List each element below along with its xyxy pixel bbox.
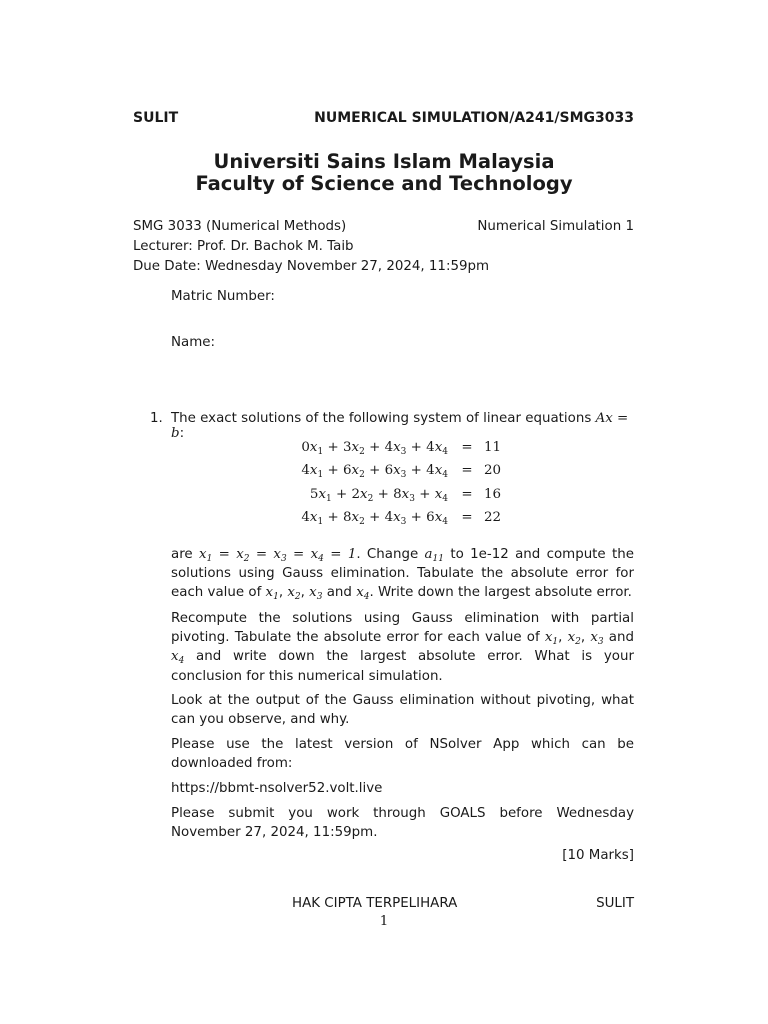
footer-copyright: HAK CIPTA TERPELIHARA xyxy=(292,896,458,911)
marks: [10 Marks] xyxy=(562,848,634,863)
equation-2-lhs: $4x_1 + 6x_2 + 6x_3 + 4x_4$ xyxy=(301,463,448,480)
equation-4-rhs: 22 xyxy=(484,510,502,525)
para1-coefficient: $a_{11}$ xyxy=(424,547,444,564)
paragraph-observation: Look at the output of the Gauss elimination without pivoting, what can you observe, and why. xyxy=(171,693,634,728)
intro-end: : xyxy=(179,426,185,441)
para1-text-a: are xyxy=(171,547,199,562)
intro-text: The exact solutions of the following system of linear equations xyxy=(171,411,596,426)
question-intro xyxy=(171,411,634,441)
paragraph-nsolver: Please use the latest version of NSolver App which can be downloaded from: xyxy=(171,737,634,772)
para1-text-c: . Change xyxy=(356,547,425,562)
header-classification: SULIT xyxy=(133,110,179,126)
equation-4-lhs: $4x_1 + 8x_2 + 4x_3 + 6x_4$ xyxy=(301,510,448,527)
para1-exact-solution: $x_1 = x_2 = x_3 = x_4 = 1$ xyxy=(199,547,357,564)
paragraph-submission: Please submit you work through GOALS before Wednesday November 27, 2024, 11:59pm. xyxy=(171,806,634,841)
para1-text-f: . Write down the largest absolute error. xyxy=(369,585,632,601)
lecturer: Lecturer: Prof. Dr. Bachok M. Taib xyxy=(133,239,354,254)
para2-text-b: and write down the largest absolute error. What is your conclusion for this numerical simulation. xyxy=(171,649,634,684)
matric-number-label: Matric Number: xyxy=(171,289,275,304)
para2-variables: $x_1$ xyxy=(544,630,559,648)
assignment-name: Numerical Simulation 1 xyxy=(477,219,634,234)
footer-classification: SULIT xyxy=(596,896,634,911)
equation-3-sign: = xyxy=(461,487,473,502)
para1-variables: $x_1$ xyxy=(265,585,279,603)
equation-2-rhs: 20 xyxy=(484,463,502,478)
nsolver-url[interactable]: https://bbmt-nsolver52.volt.live xyxy=(171,781,383,796)
equation-1-rhs: 11 xyxy=(484,440,502,455)
header-course-code: NUMERICAL SIMULATION/A241/SMG3033 xyxy=(314,110,634,126)
page-number: 1 xyxy=(379,914,389,929)
faculty-title: Faculty of Science and Technology xyxy=(195,172,573,195)
name-label: Name: xyxy=(171,335,216,350)
paragraph-gauss-elimination: are $x_1 = x_2 = x_3 = x_4 = 1$. Change $a_{11}$ to 1e-12 and compute the solutions using Gauss elimination. Tabulate the absolute error for each value of $x_1$, $x_2$, $x_3$ and $x_4$. Write down the largest absolute error. xyxy=(171,547,634,603)
due-date: Due Date: Wednesday November 27, 2024, 11:59pm xyxy=(133,259,490,274)
equation-3-rhs: 16 xyxy=(484,487,502,502)
course-name: SMG 3033 (Numerical Methods) xyxy=(133,219,347,234)
para1-text-e: to 1e-12 and compute the solutions using Gauss elimination. Tabulate the absolute error for each value of xyxy=(171,547,634,601)
equation-1-lhs: $0x_1 + 3x_2 + 4x_3 + 4x_4$ xyxy=(301,440,448,457)
question-number: 1. xyxy=(150,411,163,426)
university-title: Universiti Sains Islam Malaysia xyxy=(213,150,555,173)
paragraph-partial-pivoting: Recompute the solutions using Gauss elimination with partial pivoting. Tabulate the absolute error for each value of $x_1$, $x_2$, $x_3$ and $x_4$ and write down the largest absolute error. What is your conclusion for this numerical simulation. xyxy=(171,611,634,684)
equation-2-sign: = xyxy=(461,463,473,478)
equation-3-lhs: $5x_1 + 2x_2 + 8x_3 + x_4$ xyxy=(309,487,448,504)
equation-1-sign: = xyxy=(461,440,473,455)
equation-4-sign: = xyxy=(461,510,473,525)
para2-text-a: Recompute the solutions using Gauss elimination with partial pivoting. Tabulate the absolute error for each value of xyxy=(171,611,634,646)
intro-equation: Ax = b xyxy=(171,411,629,441)
